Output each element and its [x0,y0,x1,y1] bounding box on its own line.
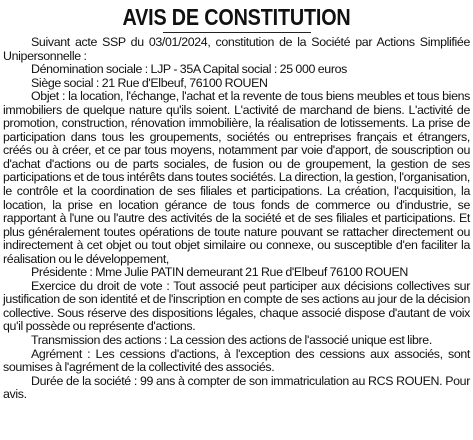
paragraph-duree: Durée de la société : 99 ans à compter de son immatriculation au RCS ROUEN. Pour avis. [3,373,470,402]
paragraph-siege-social: Siège social : 21 Rue d'Elbeuf, 76100 ROUEN [31,75,268,90]
paragraph-denomination: Dénomination sociale : LJP - 35A Capital social : 25 000 euros [31,62,347,77]
paragraph-agrement: Agrément : Les cessions d'actions, à l'exception des cessions aux associés, sont soumises à l'agrément de la collectivité des associés. [3,346,470,375]
notice-body [3,36,470,402]
paragraph-droit-de-vote: Exercice du droit de vote : Tout associé peut participer aux décisions collectives sur justification de son identité et de l'inscription en compte de ses actions au jour de la décision collective. Sous réserve des dispositions légales, chaque associé dispose d'autant de voix qu'il possède ou représente d'actions. [3,278,470,334]
title-underline [163,32,311,33]
paragraph-transmission: Transmission des actions : La cession des actions de l'associé unique est libre. [31,333,432,348]
paragraph-intro: Suivant acte SSP du 03/01/2024, constitution de la Société par Actions Simplifiée Unipersonnelle : [3,35,470,63]
notice-title: AVIS DE CONSTITUTION [122,4,351,30]
paragraph-presidente: Présidente : Mme Julie PATIN demeurant 21 Rue d'Elbeuf 76100 ROUEN [31,265,409,280]
paragraph-objet: Objet : la location, l'échange, l'achat et la revente de tous biens meubles et tous biens immobiliers de quelque nature qu'ils soient. L'activité de marchand de biens. L'activité de promotion, construction, rénovation immobilière, la réalisation de lotissements. La prise de participation dans tous les groupements, sociétés ou entreprises français et étrangers, créés ou à créer, et ce par tous moyens, notamment par voie d'apport, de souscription ou d'achat d'actions ou de parts sociales, de fusion ou de groupement, la gestion de ses participations et de tous intérêts dans toutes sociétés. La direction, la gestion, l'organisation, le contrôle et la coordination de ses filiales et participations. La création, l'acquisition, la location, la prise en location gérance de tous fonds de commerce ou d'industrie, se rapportant à l'une ou l'autre des activités de la société et de ses filiales et participations. Et plus généralement toutes opérations de toute nature pouvant se rattacher directement ou indirectement à cet objet ou tout objet similaire ou connexe, ou susceptible d'en faciliter la réalisation ou le développement, [3,89,470,266]
